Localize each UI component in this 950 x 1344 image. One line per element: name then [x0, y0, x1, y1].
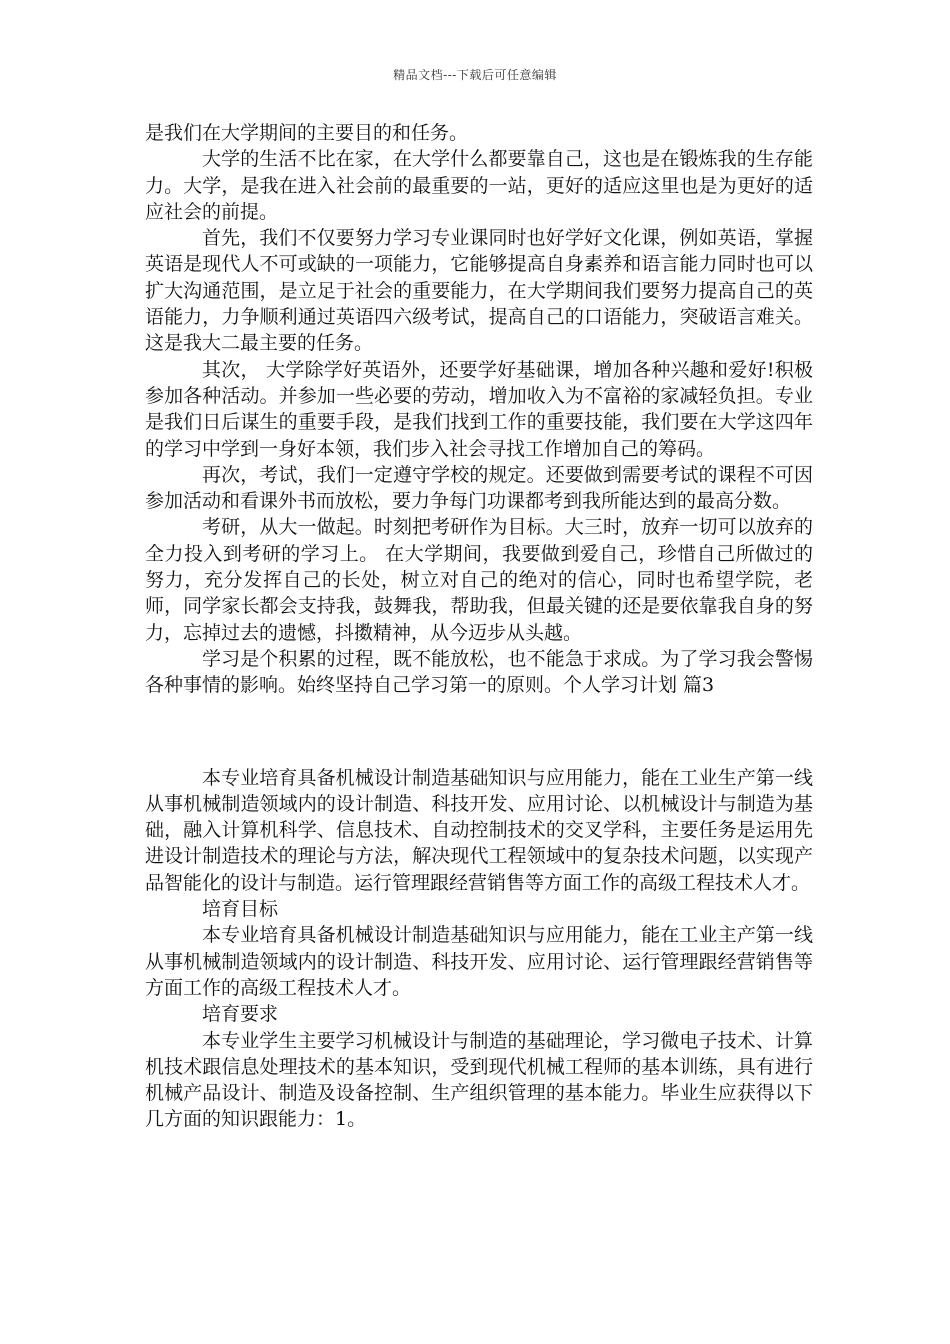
paragraph: 考研，从大一做起。时刻把考研作为目标。大三时，放弃一切可以放弃的全力投入到考研的学习上。 在大学期间，我要做到爱自己，珍惜自己所做过的努力，充分发挥自己的长处，树立对自己的绝对的信心，同时也希望学院，老师，同学家长都会支持我，鼓舞我，帮助我，但最关键的还是要依靠我自身的努力，忘掉过去的遗憾，抖擞精神，从今迈步从头越。: [145, 516, 813, 644]
paragraph: 大学的生活不比在家，在大学什么都要靠自己，这也是在锻炼我的生存能力。大学，是我在进入社会前的最重要的一站，更好的适应这里也是为更好的适应社会的前提。: [145, 148, 813, 223]
section-heading: 培育目标: [202, 898, 279, 921]
paragraph: 学习是个积累的过程，既不能放松，也不能急于求成。为了学习我会警惕各种事情的影响。始终坚持自己学习第一的原则。个人学习计划 篇3: [145, 647, 813, 697]
paragraph: 首先，我们不仅要努力学习专业课同时也好学好文化课，例如英语，掌握英语是现代人不可或缺的一项能力，它能够提高自身素养和语言能力同时也可以扩大沟通范围，是立足于社会的重要能力，在大学期间我们要努力提高自己的英语能力，力争顺利通过英语四六级考试，提高自己的口语能力，突破语言难关。这是我大二最主要的任务。: [145, 227, 813, 355]
paragraph: 再次，考试，我们一定遵守学校的规定。还要做到需要考试的课程不可因参加活动和看课外书而放松，要力争每门功课都考到我所能达到的最高分数。: [145, 463, 813, 513]
document-body: [145, 120, 813, 1133]
paragraph: 本专业培育具备机械设计制造基础知识与应用能力，能在工业生产第一线从事机械制造领域内的设计制造、科技开发、应用讨论、以机械设计与制造为基础，融入计算机科学、信息技术、自动控制技术的交叉学科，主要任务是运用先进设计制造技术的理论与方法，解决现代工程领域中的复杂技术问题，以实现产品智能化的设计与制造。运行管理跟经营销售等方面工作的高级工程技术人才。: [145, 766, 813, 894]
page-header: 精品文档---下载后可任意编辑: [393, 68, 557, 82]
section-gap: [145, 699, 813, 765]
paragraph: 本专业学生主要学习机械设计与制造的基础理论，学习微电子技术、计算机技术跟信息处理技术的基本知识，受到现代机械工程师的基本训练，具有进行机械产品设计、制造及设备控制、生产组织管理的基本能力。毕业生应获得以下几方面的知识跟能力：1。: [145, 1029, 813, 1131]
paragraph: 本专业培育具备机械设计制造基础知识与应用能力，能在工业主产第一线从事机械制造领域内的设计制造、科技开发、应用讨论、运行管理跟经营销售等方面工作的高级工程技术人才。: [145, 924, 813, 999]
paragraph: 其次， 大学除学好英语外，还要学好基础课，增加各种兴趣和爱好!积极参加各种活动。并参加一些必要的劳动，增加收入为不富裕的家减轻负担。专业是我们日后谋生的重要手段，是我们找到工作的重要技能，我们要在大学这四年的学习中学到一身好本领，我们步入社会寻找工作增加自己的筹码。: [145, 358, 813, 460]
paragraph: 是我们在大学期间的主要目的和任务。: [145, 122, 469, 144]
section-heading: 培育要求: [202, 1003, 279, 1026]
